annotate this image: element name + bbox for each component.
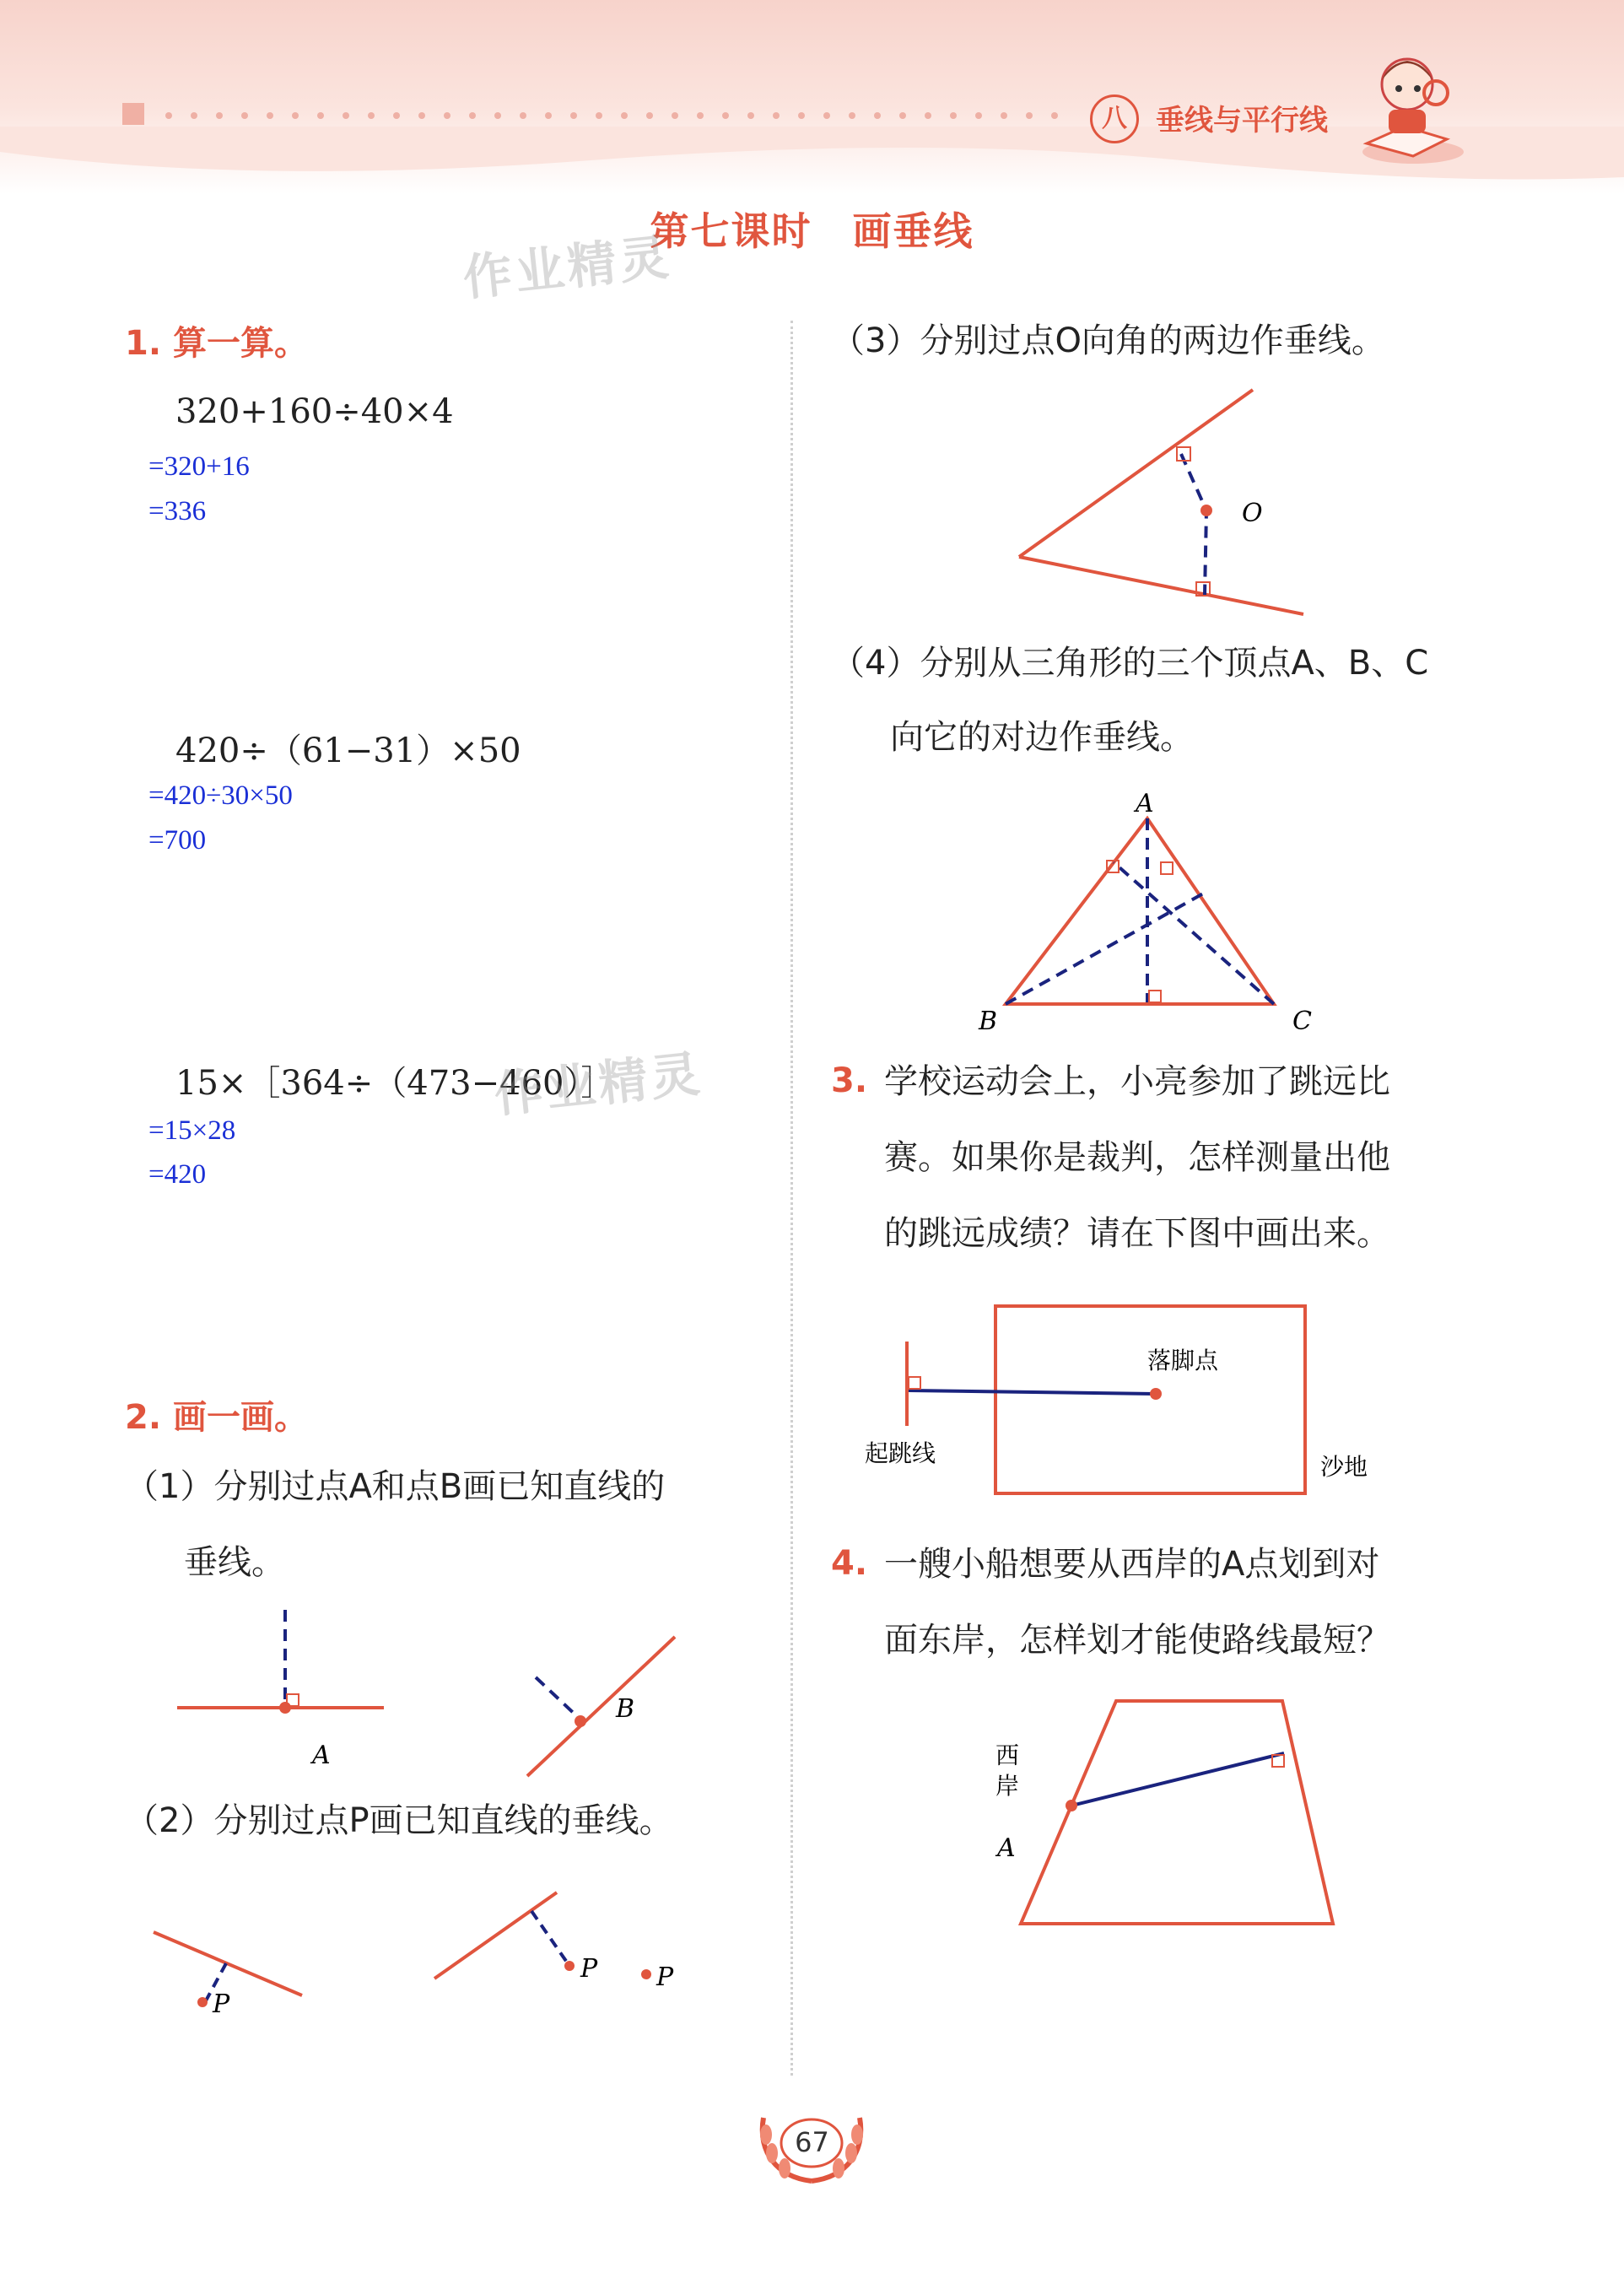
page-title: 第七课时 画垂线 [650,208,974,254]
q1-ans-2-step-1: =420÷30×50 [148,780,293,811]
chapter-badge: 八 [1090,94,1139,143]
q1-ans-2-step-2: =700 [148,825,207,856]
west-bank-label: 西岸 [995,1741,1020,1800]
sandpit [995,1306,1305,1493]
q2-sub3: （3）分别过点O向角的两边作垂线。 [831,321,1385,360]
label-tri-b: B [979,1007,998,1036]
q3-num: 3. [831,1061,868,1100]
q4-num: 4. [831,1544,868,1583]
label-p2: P [580,1954,598,1984]
column-divider [790,321,793,2076]
angle-side-upper [1019,390,1253,557]
line-p1 [154,1932,302,1995]
angle-side-lower [1019,557,1303,614]
line-b [527,1637,675,1776]
q2-heading: 2. 画一画。 [125,1398,308,1437]
q4-fig-river [979,1687,1367,1941]
perp-b [536,1677,580,1720]
q1-ans-1-step-2: =336 [148,496,207,526]
label-a: A [312,1741,331,1770]
q4-line2: 面东岸，怎样划才能使路线最短？ [884,1621,1390,1660]
q2-fig2 [143,1877,700,2046]
point-p1 [197,1997,208,2007]
girl-reading-icon [1341,34,1468,169]
watermark: 作业精灵 [460,228,675,307]
header-square [122,103,144,125]
altitude-b [1006,893,1205,1004]
q2-sub1-line1: （1）分别过点A和点B画已知直线的 [125,1467,666,1506]
q3-line3: 的跳远成绩？请在下图中画出来。 [884,1214,1390,1253]
perp-o [1181,454,1206,595]
q1-expr-3: 15×［364÷（473−460）］ [175,1064,615,1103]
river [1021,1701,1333,1924]
jump-distance-line [909,1390,1154,1394]
sand-label: 沙地 [1320,1453,1368,1481]
perp-p2 [531,1911,569,1966]
q1-ans-1-step-1: =320+16 [148,451,250,482]
line-p2 [434,1892,557,1979]
point-b [575,1715,586,1727]
right-angle-jump [909,1377,920,1389]
q1-heading: 1. 算一算。 [125,324,308,363]
point-p3 [641,1969,651,1979]
label-p3: P [656,1963,674,1992]
point-o [1200,505,1212,516]
triangle [1006,818,1274,1004]
q1-expr-1: 320+160÷40×4 [175,392,454,431]
landing-label: 落脚点 [1147,1347,1219,1374]
point-p2 [564,1961,575,1971]
label-o: O [1242,499,1263,528]
watermark-2: 作业精灵 [491,1045,706,1124]
q1-expr-2: 420÷（61−31）×50 [175,732,521,770]
q2-sub4-line1: （4）分别从三角形的三个顶点A、B、C [831,644,1429,683]
page-number: 67 [795,2126,829,2158]
q1-ans-3-step-2: =420 [148,1159,207,1190]
q3-line2: 赛。如果你是裁判，怎样测量出他 [884,1138,1390,1177]
q2-sub2: （2）分别过点P画已知直线的垂线。 [125,1801,673,1840]
q2-sub1-line2: 垂线。 [184,1543,285,1582]
right-angle-a [1149,991,1161,1002]
label-b: B [616,1694,635,1724]
q4-line1: 一艘小船想要从西岸的A点划到对 [884,1545,1380,1584]
header-dots [118,101,1114,127]
shortest-route [1071,1753,1284,1806]
point-a [1066,1800,1077,1811]
takeoff-label: 起跳线 [865,1439,936,1467]
q2-fig3 [1004,380,1325,633]
q2-sub4-line2: 向它的对边作垂线。 [890,718,1194,757]
q1-ans-3-step-1: =15×28 [148,1115,236,1146]
landing-point [1150,1388,1162,1400]
point-a-label: A [997,1833,1016,1863]
label-tri-a: A [1136,789,1154,818]
q3-fig-longjump [861,1291,1409,1510]
chapter-title: 垂线与平行线 [1156,104,1328,138]
label-tri-c: C [1292,1007,1312,1036]
q2-fig4-triangle [970,785,1325,1038]
point-a [279,1702,291,1714]
label-p1: P [213,1990,230,2019]
q2-fig1 [169,1603,709,1789]
right-angle-b [1161,862,1173,874]
q3-line1: 学校运动会上，小亮参加了跳远比 [884,1062,1390,1101]
